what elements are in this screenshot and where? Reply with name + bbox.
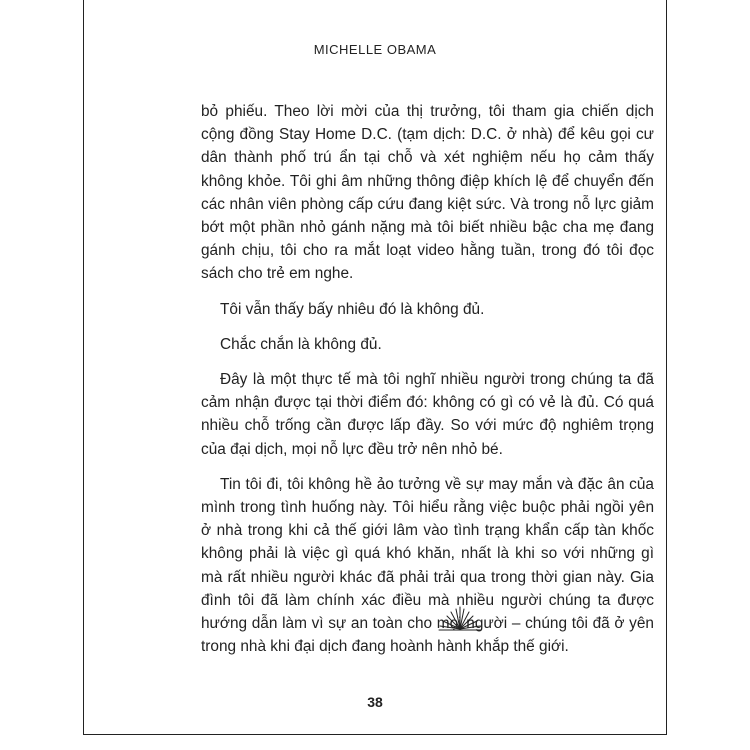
paragraph: Tin tôi đi, tôi không hề ảo tưởng về sự may mắn và đặc ân của mình trong tình huống này. Tôi hiểu rằng việc buộc phải ngồi yên ở nhà trong khi cả thế giới lâm vào tình trạng khẩn cấp tàn khốc không phải là việc gì quá khó khăn, nhất là khi so với những gì mà rất nhiều người khác đã phải trải qua trong thời gian này. Gia đình tôi đã làm chính xác điều mà nhiều người chúng ta được hướng dẫn làm vì sự an toàn cho mọi người – chúng tôi đã ở yên trong nhà khi đại dịch đang hoành hành khắp thế giới. bbox=[201, 475, 654, 656]
running-head: MICHELLE OBAMA bbox=[313, 42, 437, 57]
book-page bbox=[83, 0, 667, 735]
paragraph: bỏ phiếu. Theo lời mời của thị trưởng, tôi tham gia chiến dịch cộng đồng Stay Home D.C. (tạm dịch: D.C. ở nhà) để kêu gọi cư dân thành phố trú ẩn tại chỗ và xét nghiệm nếu họ cảm thấy không khỏe. Tôi ghi âm những thông điệp khích lệ để chuyển đến các nhân viên phòng cấp cứu đang kiệt sức. Và trong nỗ lực giảm bớt một phần nhỏ gánh nặng mà tôi biết nhiều bậc cha mẹ đang gánh chịu, tôi cho ra mắt loạt video hằng tuần, trong đó tôi đọc sách cho trẻ em nghe. bbox=[201, 103, 654, 283]
body-text bbox=[201, 100, 654, 670]
paragraph: Chắc chắn là không đủ. bbox=[220, 335, 382, 353]
page-number: 38 bbox=[367, 694, 383, 710]
paragraph: Tôi vẫn thấy bấy nhiêu đó là không đủ. bbox=[220, 300, 485, 318]
paragraph: Đây là một thực tế mà tôi nghĩ nhiều người trong chúng ta đã cảm nhận được tại thời điểm đó: không có gì có vẻ là đủ. Có quá nhiều chỗ trống cần được lấp đầy. So với mức độ nghiêm trọng của đại dịch, mọi nỗ lực đều trở nên nhỏ bé. bbox=[201, 371, 654, 458]
sunburst-ornament-icon bbox=[437, 603, 483, 633]
